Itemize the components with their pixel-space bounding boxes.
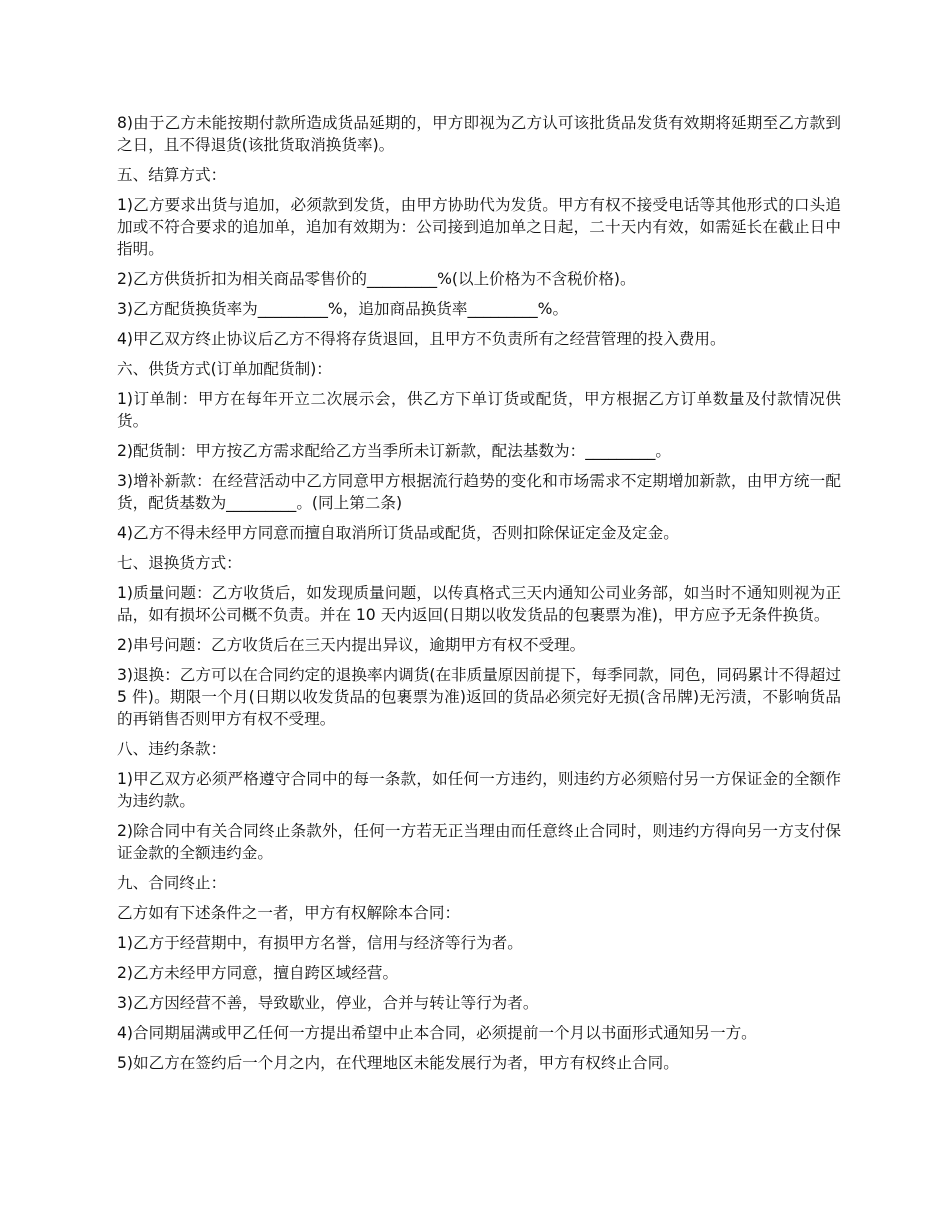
paragraph: 8)由于乙方未能按期付款所造成货品延期的，甲方即视为乙方认可该批货品发货有效期将延期至乙方款到之日，且不得退货(该批货取消换货率)。 <box>117 114 841 154</box>
section-heading: 六、供货方式(订单加配货制)： <box>117 360 332 378</box>
document-page <box>117 112 846 1082</box>
paragraph: 1)乙方于经营期中，有损甲方名誉，信用与经济等行为者。 <box>117 934 523 952</box>
paragraph: 1)质量问题：乙方收货后，如发现质量问题，以传真格式三天内通知公司业务部，如当时不通知则视为正品，如有损坏公司概不负责。并在 10 天内返回(日期以收发货品的包裹票为准)，甲方应予无条件换货。 <box>117 584 841 624</box>
paragraph: 乙方如有下述条件之一者，甲方有权解除本合同： <box>117 904 461 922</box>
paragraph: 3)乙方因经营不善，导致歇业，停业，合并与转让等行为者。 <box>117 994 539 1012</box>
paragraph: 1)订单制：甲方在每年开立二次展示会，供乙方下单订货或配货，甲方根据乙方订单数量及付款情况供货。 <box>117 390 841 430</box>
section-heading: 七、退换货方式： <box>117 554 242 572</box>
paragraph: 4)合同期届满或甲乙任何一方提出希望中止本合同，必须提前一个月以书面形式通知另一方。 <box>117 1024 757 1042</box>
paragraph: 2)串号问题：乙方收货后在三天内提出异议，逾期甲方有权不受理。 <box>117 636 586 654</box>
paragraph: 3)增补新款：在经营活动中乙方同意甲方根据流行趋势的变化和市场需求不定期增加新款，由甲方统一配货，配货基数为_________。(同上第二条) <box>117 472 841 512</box>
paragraph: 2)配货制：甲方按乙方需求配给乙方当季所未订新款，配法基数为：_________。 <box>117 442 671 460</box>
paragraph: 3)乙方配货换货率为_________%，追加商品换货率_________%。 <box>117 300 569 318</box>
paragraph: 4)乙方不得未经甲方同意而擅自取消所订货品或配货，否则扣除保证定金及定金。 <box>117 524 679 542</box>
paragraph: 4)甲乙双方终止协议后乙方不得将存货退回，且甲方不负责所有之经营管理的投入费用。 <box>117 330 726 348</box>
paragraph: 5)如乙方在签约后一个月之内，在代理地区未能发展行为者，甲方有权终止合同。 <box>117 1054 679 1072</box>
paragraph: 2)乙方供货折扣为相关商品零售价的_________%(以上价格为不含税价格)。 <box>117 270 636 288</box>
paragraph: 2)除合同中有关合同终止条款外，任何一方若无正当理由而任意终止合同时，则违约方得向另一方支付保证金款的全额违约金。 <box>117 822 841 862</box>
paragraph: 1)甲乙双方必须严格遵守合同中的每一条款，如任何一方违约，则违约方必须赔付另一方保证金的全额作为违约款。 <box>117 770 841 810</box>
paragraph: 2)乙方未经甲方同意，擅自跨区域经营。 <box>117 964 399 982</box>
section-heading: 八、违约条款： <box>117 740 227 758</box>
paragraph: 1)乙方要求出货与追加，必须款到发货，由甲方协助代为发货。甲方有权不接受电话等其他形式的口头追加或不符合要求的追加单，追加有效期为：公司接到追加单之日起，二十天内有效，如需延长在截止日中指明。 <box>117 196 841 258</box>
paragraph: 3)退换：乙方可以在合同约定的退换率内调货(在非质量原因前提下，每季同款，同色，同码累计不得超过 5 件)。期限一个月(日期以收发货品的包裹票为准)返回的货品必须完好无损(含吊牌)无污渍，不影响货品的再销售否则甲方有权不受理。 <box>117 666 846 728</box>
section-heading: 九、合同终止： <box>117 874 227 892</box>
section-heading: 五、结算方式： <box>117 166 227 184</box>
